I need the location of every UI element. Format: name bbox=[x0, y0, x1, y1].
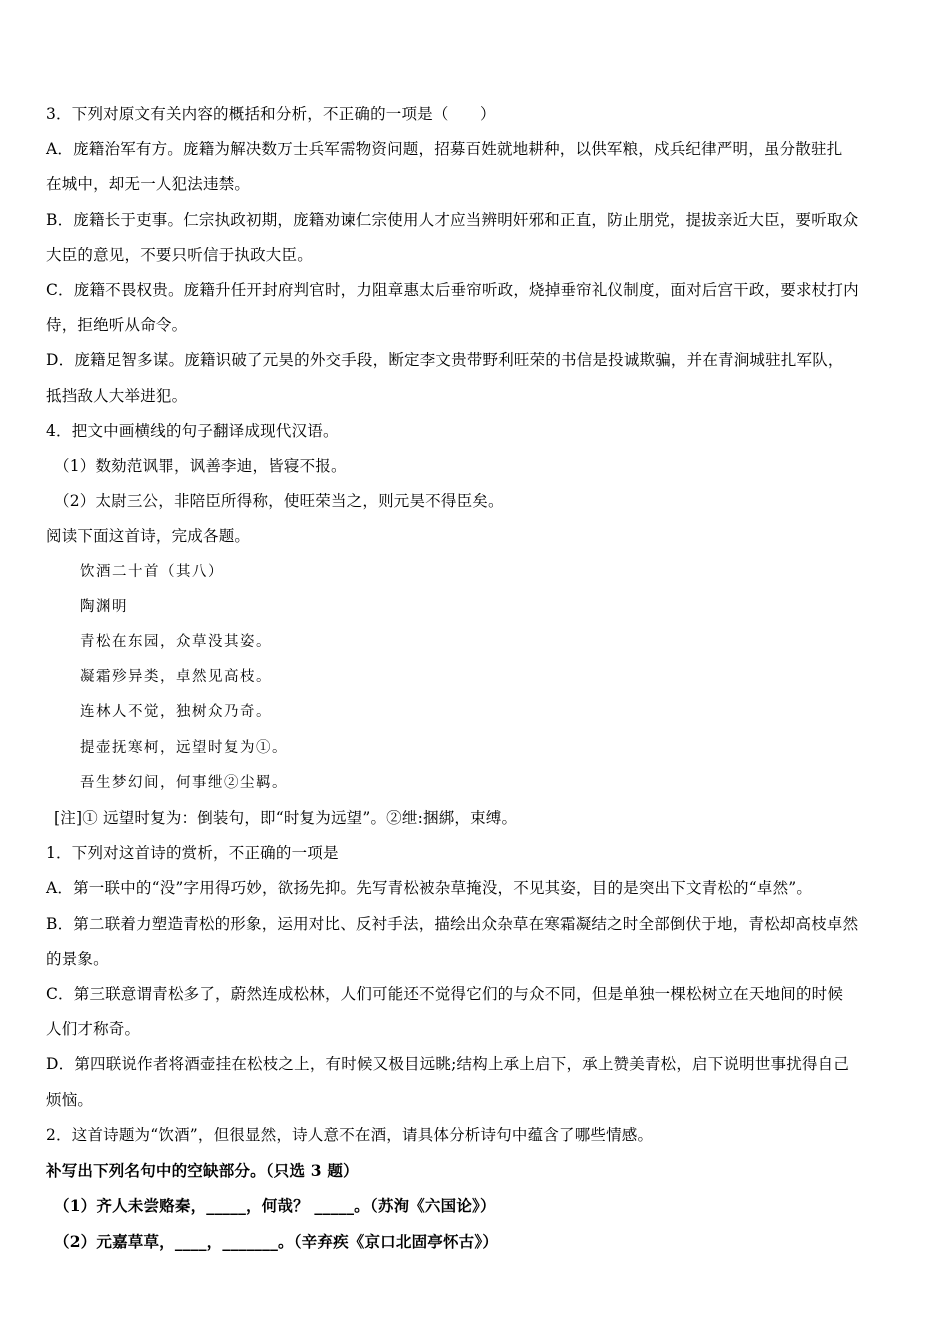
poem-q1-option-c-line2: 人们才称奇。 bbox=[46, 1020, 141, 1039]
poem-line: 青松在东园，众草没其姿。 bbox=[80, 634, 272, 651]
q3-stem: 3．下列对原文有关内容的概括和分析，不正确的一项是（ ） bbox=[46, 105, 496, 123]
poem-q1-option-d-line1: D．第四联说作者将酒壶挂在松枝之上，有时候又极目远眺;结构上承上启下，承上赞美青松，启下说明世事扰得自己 bbox=[46, 1055, 850, 1074]
poem-q1-option-a: A．第一联中的“没”字用得巧妙，欲扬先抑。先写青松被杂草掩没，不见其姿，目的是突出下文青松的“卓然”。 bbox=[46, 879, 813, 898]
document-page bbox=[46, 97, 908, 1259]
poem-intro: 阅读下面这首诗，完成各题。 bbox=[46, 527, 251, 546]
poem-author: 陶渊明 bbox=[80, 598, 128, 615]
poem-line: 吾生梦幻间，何事绁②尘羁。 bbox=[80, 774, 288, 791]
poem-q1-option-d-line2: 烦恼。 bbox=[46, 1090, 94, 1109]
q3-option-d-line2: 抵挡敌人大举进犯。 bbox=[46, 386, 188, 405]
q3-option-c-line1: C．庞籍不畏权贵。庞籍升任开封府判官时，力阻章惠太后垂帘听政，烧掉垂帘礼仪制度，面对后宫干政，要求杖打内 bbox=[46, 281, 859, 300]
q3-option-b-line1: B．庞籍长于吏事。仁宗执政初期，庞籍劝谏仁宗使用人才应当辨明奸邪和正直，防止朋党，提拔亲近大臣，要听取众 bbox=[46, 210, 859, 229]
poem-q1-option-b-line2: 的景象。 bbox=[46, 949, 109, 968]
q3-option-a-line2: 在城中，却无一人犯法违禁。 bbox=[46, 175, 251, 194]
poem-q1-stem: 1．下列对这首诗的赏析，不正确的一项是 bbox=[46, 844, 339, 863]
fill-section-heading: 补写出下列名句中的空缺部分。（只选 3 题） bbox=[46, 1161, 359, 1181]
poem-line: 提壶抚寒柯，远望时复为①。 bbox=[80, 739, 288, 756]
q3-option-a-line1: A．庞籍治军有方。庞籍为解决数万士兵军需物资问题，招募百姓就地耕种，以供军粮，戍兵纪律严明，虽分散驻扎 bbox=[46, 140, 843, 159]
q4-item-1: （1）数劾范讽罪，讽善李迪，皆寝不报。 bbox=[54, 457, 347, 476]
fill-item-1: （1）齐人未尝赂秦，_____，何哉？ _____。（苏洵《六国论》） bbox=[54, 1196, 496, 1216]
poem-line: 连林人不觉，独树众乃奇。 bbox=[80, 704, 272, 721]
q3-option-c-line2: 侍，拒绝听从命令。 bbox=[46, 316, 188, 335]
q4-item-2: （2）太尉三公，非陪臣所得称，使旺荣当之，则元昊不得臣矣。 bbox=[54, 492, 504, 511]
poem-title: 饮酒二十首（其八） bbox=[80, 563, 224, 580]
poem-q1-option-b-line1: B．第二联着力塑造青松的形象，运用对比、反衬手法，描绘出众杂草在寒霜凝结之时全部倒伏于地，青松却高枝卓然 bbox=[46, 914, 859, 933]
poem-line: 凝霜殄异类，卓然见高枝。 bbox=[80, 669, 272, 686]
fill-item-2: （2）元嘉草草，____，_______。（辛弃疾《京口北固亭怀古》） bbox=[54, 1231, 499, 1251]
poem-note: [注]① 远望时复为：倒装句，即“时复为远望”。②绁:捆綁，束缚。 bbox=[54, 809, 518, 828]
q3-option-b-line2: 大臣的意见，不要只听信于执政大臣。 bbox=[46, 245, 313, 264]
poem-q2-stem: 2．这首诗题为“饮酒”，但很显然，诗人意不在酒，请具体分析诗句中蕴含了哪些情感。 bbox=[46, 1125, 654, 1144]
poem-q1-option-c-line1: C．第三联意谓青松多了，蔚然连成松林，人们可能还不觉得它们的与众不同，但是单独一棵松树立在天地间的时候 bbox=[46, 985, 844, 1004]
q3-option-d-line1: D．庞籍足智多谋。庞籍识破了元昊的外交手段，断定李文贵带野利旺荣的书信是投诚欺骗，并在青涧城驻扎军队， bbox=[46, 351, 844, 370]
q4-stem: 4．把文中画横线的句子翻译成现代汉语。 bbox=[46, 421, 339, 440]
